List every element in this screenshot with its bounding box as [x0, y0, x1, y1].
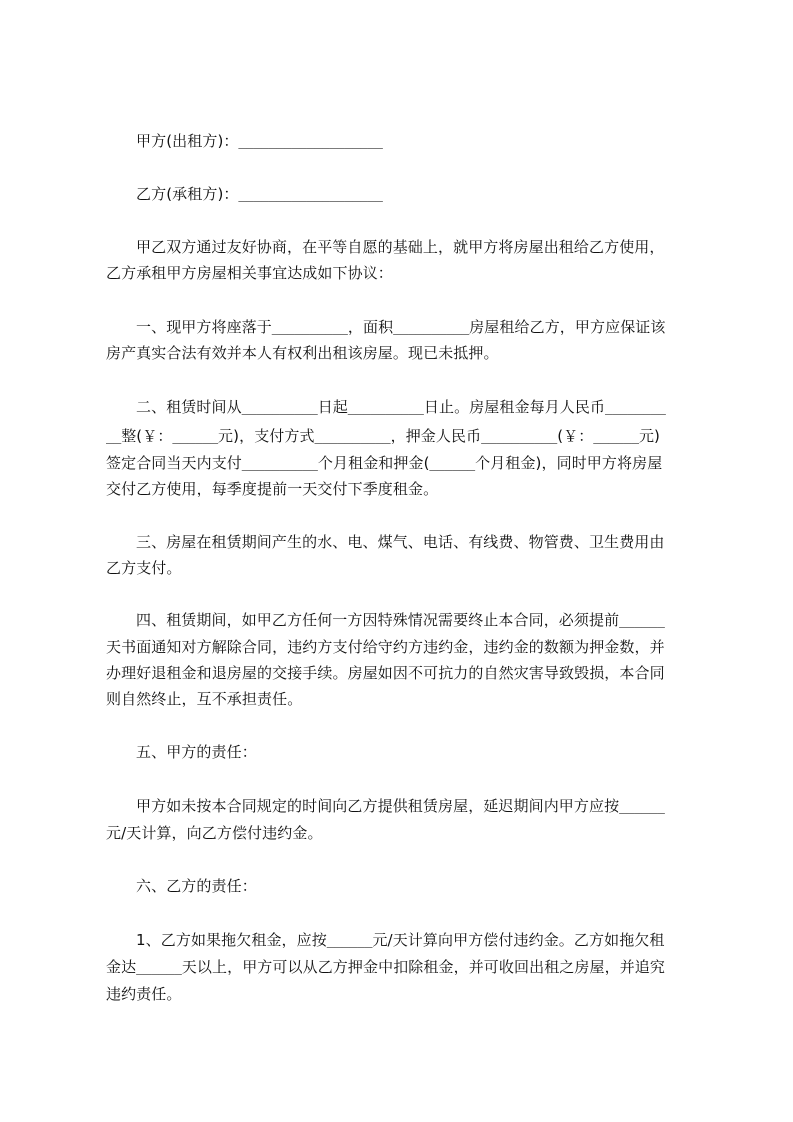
clause6-item1-line-1: 1、乙方如果拖欠租金，应按______元/天计算向甲方偿付违约金。乙方如拖欠租 — [136, 932, 665, 948]
clause6-item1-line-2: 金达______天以上，甲方可以从乙方押金中扣除租金，并可收回出租之房屋，并追究 — [106, 959, 666, 975]
clause6-heading: 六、乙方的责任： — [136, 878, 257, 894]
clause1-line-1: 一、现甲方将座落于__________，面积__________房屋租给乙方，甲方应保证该 — [136, 319, 666, 335]
clause2-line-4: 交付乙方使用，每季度提前一天交付下季度租金。 — [106, 481, 439, 497]
party-a-line: 甲方(出租方)：___________________ — [136, 133, 383, 149]
party-b-line: 乙方(承租方)：___________________ — [136, 186, 383, 202]
preamble-line-2: 乙方承租甲方房屋相关事宜达成如下协议： — [106, 265, 393, 281]
clause1-line-2: 房产真实合法有效并本人有权利出租该房屋。现已未抵押。 — [106, 345, 499, 361]
clause4-line-2: 天书面通知对方解除合同，违约方支付给守约方违约金，违约金的数额为押金数，并 — [106, 639, 665, 655]
clause4-line-4: 则自然终止，互不承担责任。 — [106, 691, 303, 707]
clause3-line-2: 乙方支付。 — [106, 560, 182, 576]
clause2-line-3: 签定合同当天内支付__________个月租金和押金(______个月租金)，同时甲方将房屋 — [106, 455, 663, 471]
clause3-line-1: 三、房屋在租赁期间产生的水、电、煤气、电话、有线费、物管费、卫生费用由 — [136, 534, 665, 550]
clause5-heading: 五、甲方的责任： — [136, 744, 257, 760]
clause4-line-3: 办理好退租金和退房屋的交接手续。房屋如因不可抗力的自然灾害导致毁损，本合同 — [106, 665, 665, 681]
clause4-line-1: 四、租赁期间，如甲乙方任何一方因特殊情况需要终止本合同，必须提前______ — [136, 612, 665, 628]
clause6-item1-line-3: 违约责任。 — [106, 986, 182, 1002]
clause2-line-1: 二、租赁时间从__________日起__________日止。房屋租金每月人民币________ — [136, 399, 666, 415]
clause5-line-2: 元/天计算，向乙方偿付违约金。 — [106, 825, 323, 841]
clause2-line-2: __整(￥：______元)，支付方式__________，押金人民币__________(￥：______元) — [106, 428, 661, 444]
preamble-line-1: 甲乙双方通过友好协商，在平等自愿的基础上，就甲方将房屋出租给乙方使用， — [136, 239, 665, 255]
clause5-line-1: 甲方如未按本合同规定的时间向乙方提供租赁房屋，延迟期间内甲方应按______ — [136, 798, 665, 814]
